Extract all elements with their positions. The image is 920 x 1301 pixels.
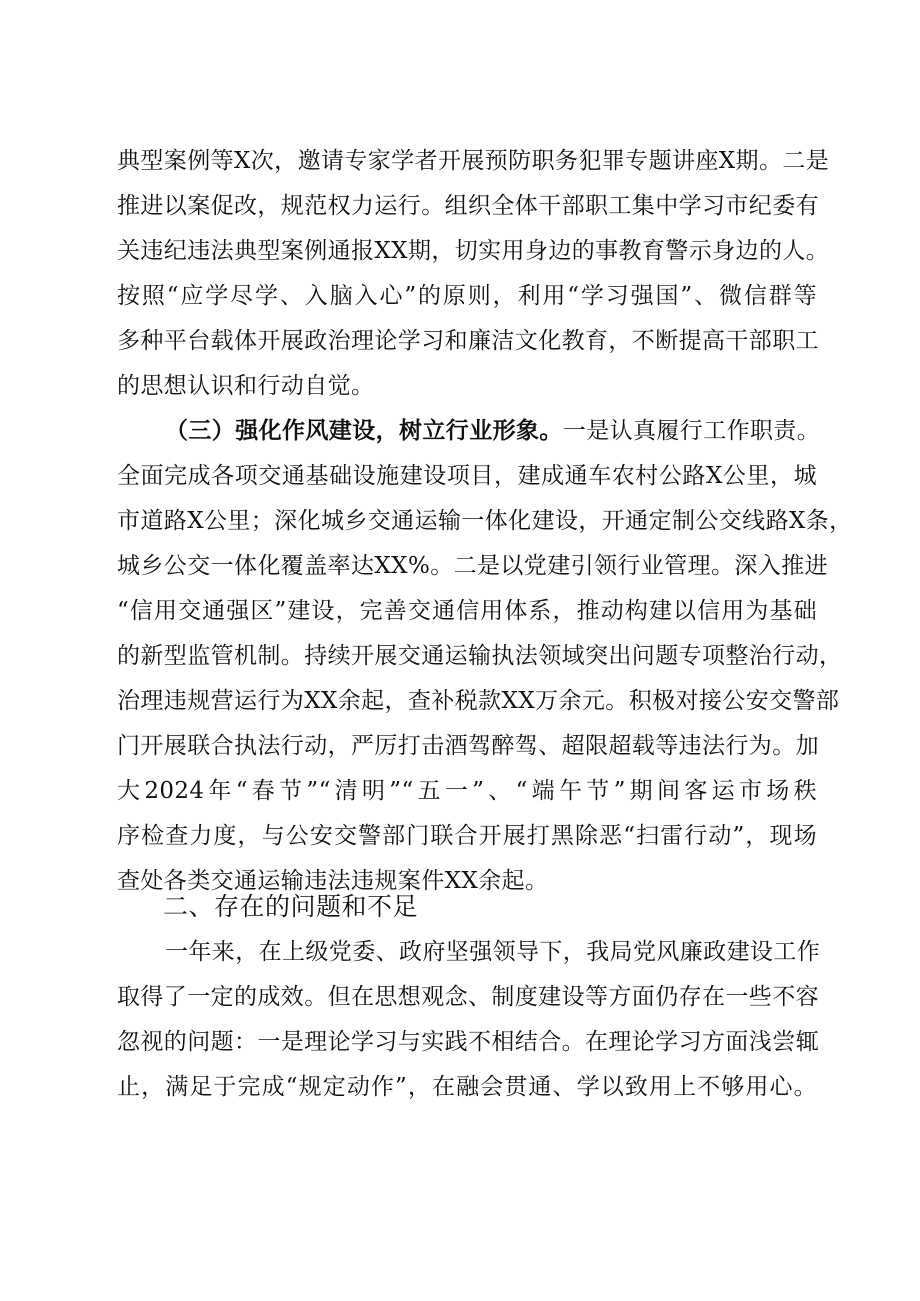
body-text-line: 大2024年“春节”“清明”“五一”、“端午节”期间客运市场秩	[117, 778, 817, 804]
body-text-line: 查处各类交通运输违法违规案件XX余起。	[117, 868, 549, 894]
body-text-line: 多种平台载体开展政治理论学习和廉洁文化教育，不断提高干部职工	[117, 328, 819, 354]
subsection-title: （三）强化作风建设，树立行业形象。	[165, 417, 563, 444]
body-text-line: 按照“应学尽学、入脑入心”的原则，利用“学习强国”、微信群等	[117, 283, 817, 309]
body-text-line: 忽视的问题：一是理论学习与实践不相结合。在理论学习方面浅尝辄	[117, 1029, 819, 1055]
body-text-line: 序检查力度，与公安交警部门联合开展打黑除恶“扫雷行动”，现场	[117, 823, 817, 849]
body-text-line: 治理违规营运行为XX余起，查补税款XX万余元。积极对接公安交警部	[117, 688, 840, 714]
body-text-line: 门开展联合执法行动，严厉打击酒驾醉驾、超限超载等违法行为。加	[117, 733, 819, 759]
body-text-line: 全面完成各项交通基础设施建设项目，建成通车农村公路X公里，城	[117, 463, 817, 489]
body-text-line: 取得了一定的成效。但在思想观念、制度建设等方面仍存在一些不容	[117, 984, 819, 1010]
body-text-line: “信用交通强区”建设，完善交通信用体系，推动构建以信用为基础	[117, 598, 817, 624]
body-text-line: 的思想认识和行动自觉。	[117, 373, 375, 399]
subsection-heading-line	[165, 411, 821, 451]
subsection-lead-text: 一是认真履行工作职责。	[562, 418, 821, 444]
body-text-line: 关违纪违法典型案例通报XX期，切实用身边的事教育警示身边的人。	[117, 238, 830, 264]
body-text-line: 典型案例等X次，邀请专家学者开展预防职务犯罪专题讲座X期。二是	[117, 148, 830, 174]
body-text-line: 的新型监管机制。持续开展交通运输执法领域突出问题专项整治行动，	[117, 643, 843, 669]
body-text-line: 一年来，在上级党委、政府坚强领导下，我局党风廉政建设工作	[165, 939, 821, 965]
body-text-line: 市道路X公里；深化城乡交通运输一体化建设，开通定制公交线路X条，	[117, 508, 853, 534]
section-heading: 二、存在的问题和不足	[163, 892, 419, 921]
body-text-line: 城乡公交一体化覆盖率达XX%。二是以党建引领行业管理。深入推进	[117, 553, 829, 579]
body-text-line: 止，满足于完成“规定动作”，在融会贯通、学以致用上不够用心。	[117, 1074, 817, 1100]
body-text-line: 推进以案促改，规范权力运行。组织全体干部职工集中学习市纪委有	[117, 193, 819, 219]
